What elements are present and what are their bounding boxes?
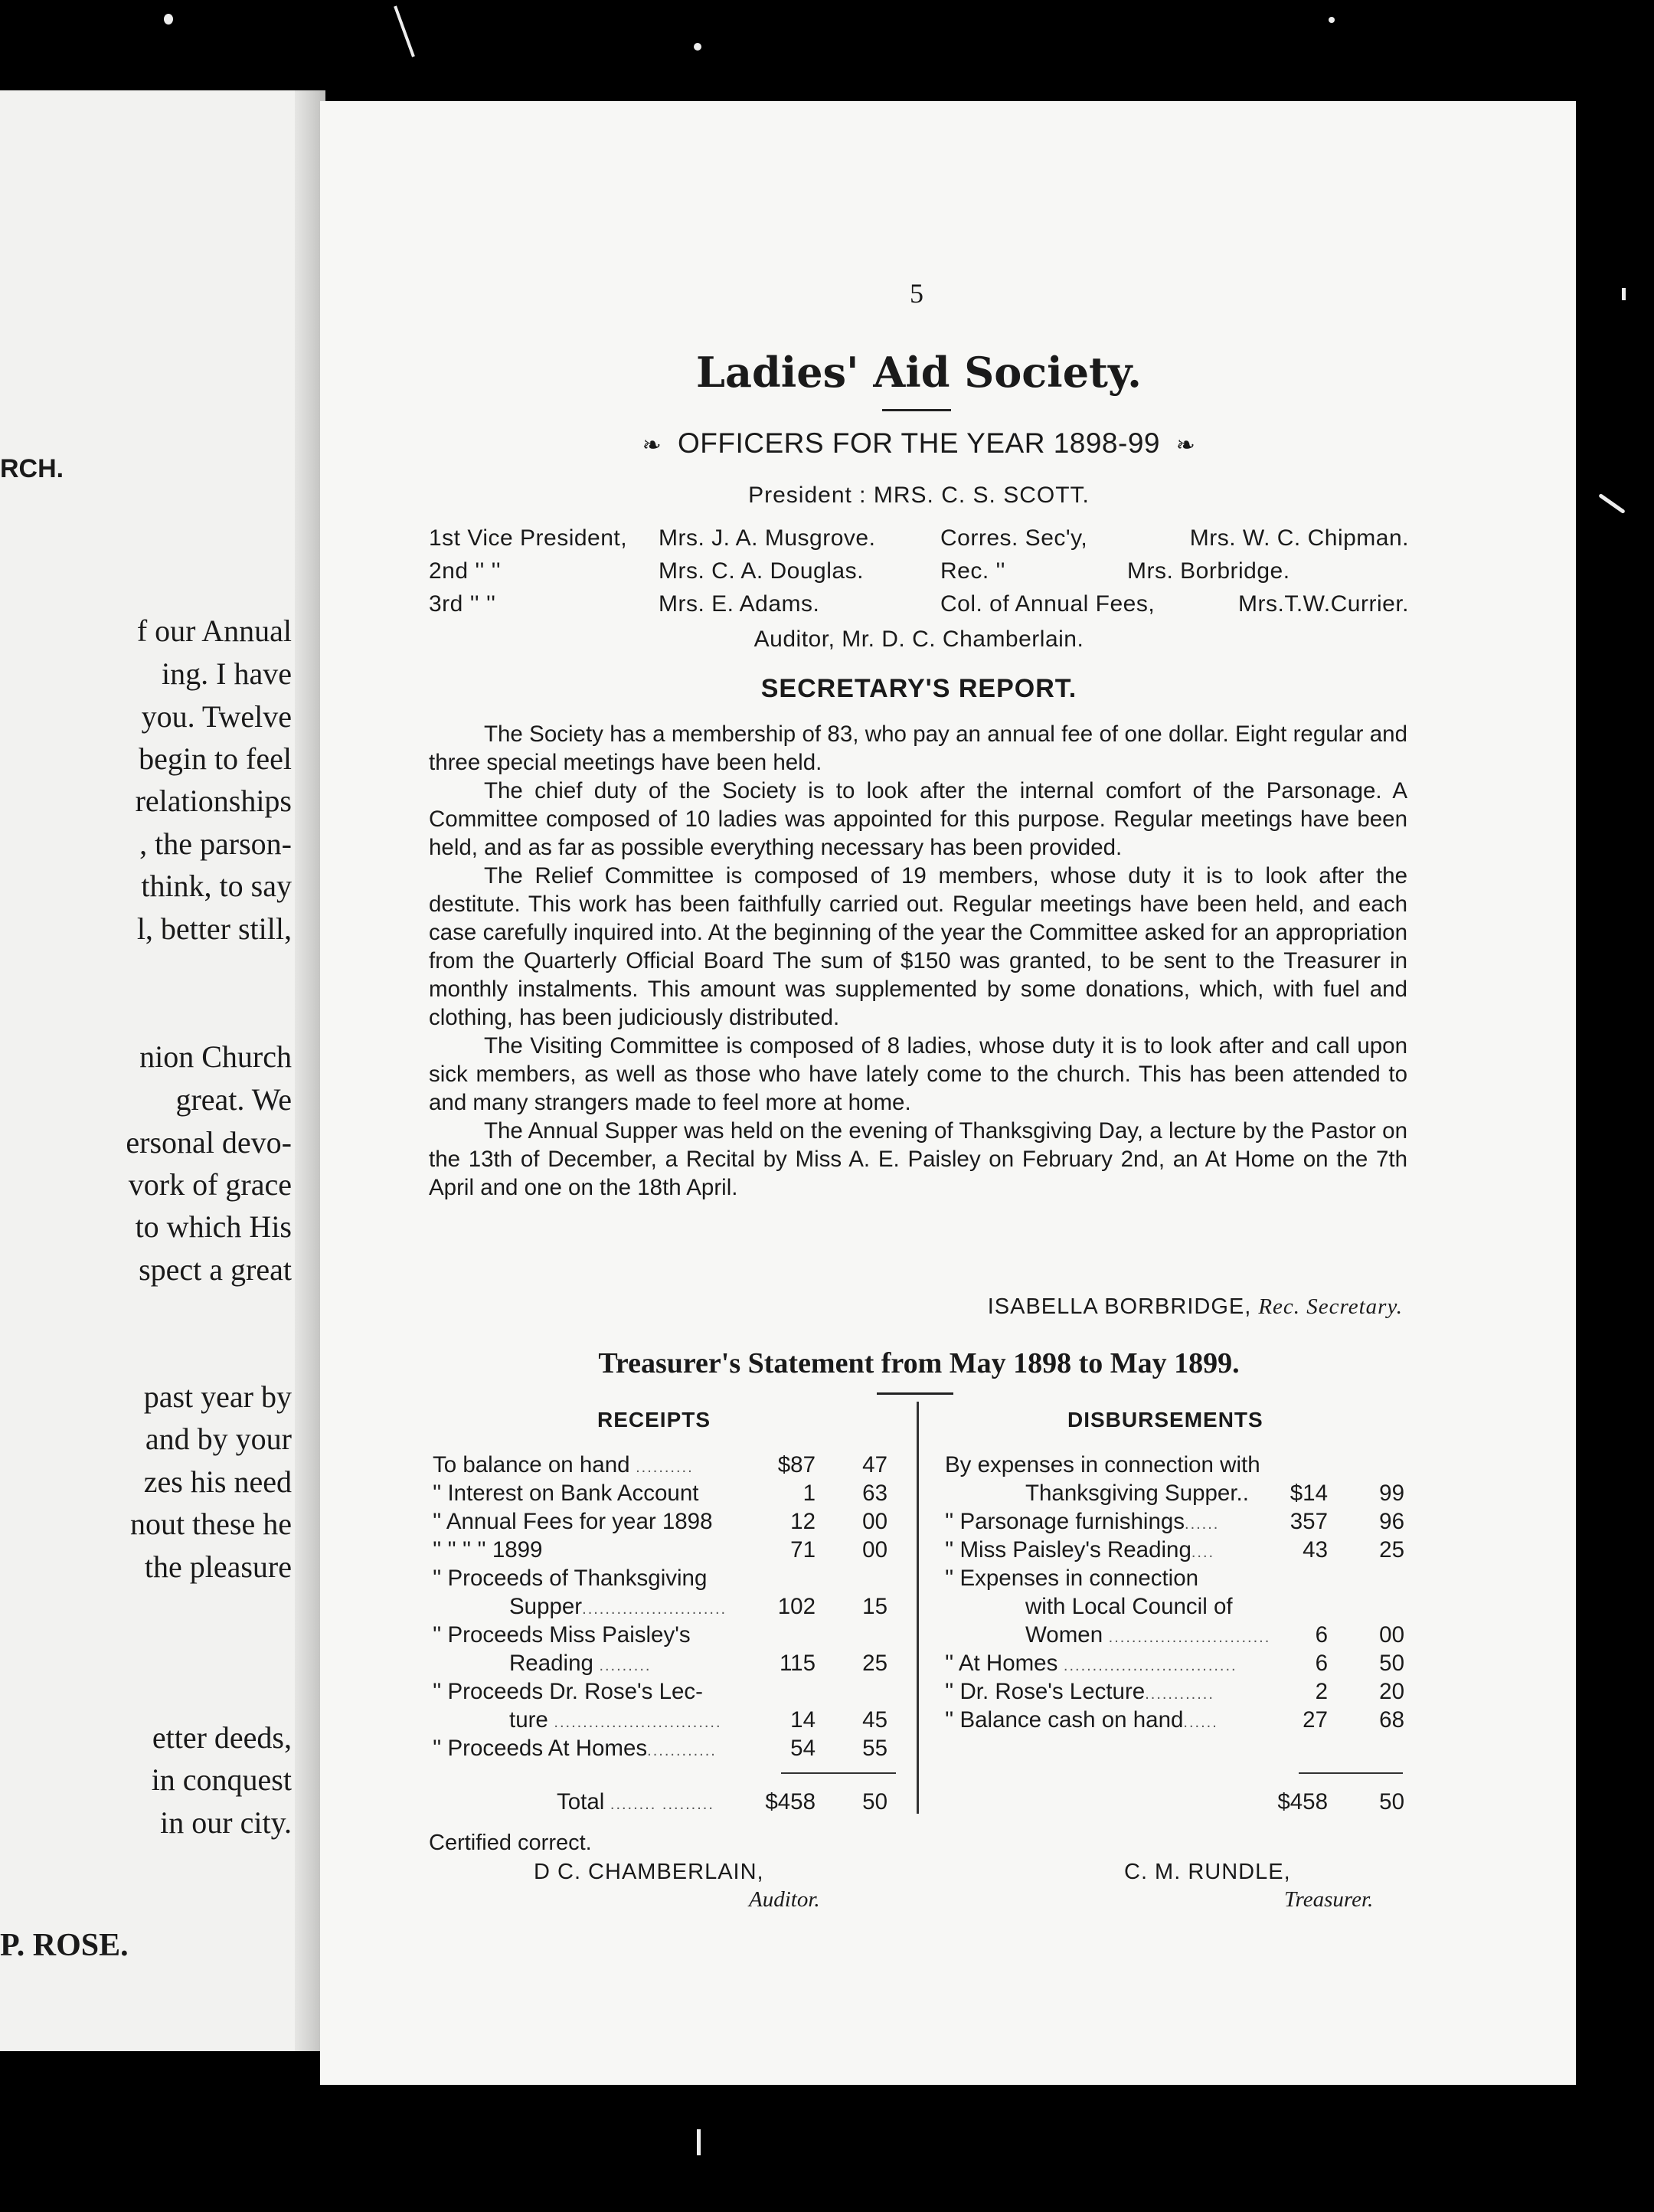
officer-role: Corres. Sec'y, — [940, 525, 1088, 551]
left-page-fragment: relationships — [135, 784, 292, 818]
ledger-dollars: 115 — [779, 1651, 816, 1676]
officer-name: Mrs. W. C. Chipman. — [1189, 525, 1409, 551]
ledger-dollars: 54 — [790, 1736, 816, 1761]
ledger-dollars: 2 — [1315, 1679, 1328, 1704]
left-facing-page — [0, 90, 302, 2051]
ledger-cents: 00 — [1379, 1622, 1404, 1648]
treasurer-statement-heading: Treasurer's Statement from May 1898 to May 1899. — [598, 1347, 1240, 1379]
title-rule — [882, 409, 951, 411]
scan-speck — [394, 5, 415, 57]
ledger-cents: 20 — [1379, 1679, 1404, 1704]
left-page-fragment: RCH. — [0, 454, 64, 483]
left-page-fragment: you. Twelve — [141, 699, 292, 734]
ledger-row: '' Annual Fees for year 1898 — [433, 1509, 713, 1534]
ledger-dollars: 1 — [802, 1481, 816, 1506]
ledger-label: '' Dr. Rose's Lecture — [945, 1679, 1146, 1704]
left-page-fragment: l, better still, — [136, 911, 292, 946]
sum-rule — [781, 1772, 896, 1774]
auditor-signature: D C. CHAMBERLAIN, — [534, 1860, 764, 1884]
treasurer-rule — [877, 1392, 953, 1395]
secretary-name: ISABELLA BORBRIDGE, — [987, 1294, 1252, 1319]
ledger-dollars: 357 — [1290, 1509, 1328, 1534]
left-page-fragment: zes his need — [143, 1464, 292, 1499]
ornament-icon: ❧ — [1175, 433, 1196, 458]
scan-speck — [694, 43, 701, 51]
ledger-dollars: 27 — [1303, 1707, 1328, 1733]
officer-role: 2nd '' '' — [429, 558, 502, 584]
left-page-fragment: the pleasure — [144, 1549, 292, 1584]
ledger-cents: 25 — [862, 1651, 887, 1676]
ledger-cents: 15 — [862, 1594, 887, 1619]
ledger-cents: 00 — [862, 1509, 887, 1534]
ledger-label: Reading — [509, 1651, 593, 1676]
ledger-label: '' At Homes — [945, 1651, 1058, 1676]
officer-role: 1st Vice President, — [429, 525, 628, 551]
receipts-heading: RECEIPTS — [597, 1408, 711, 1432]
report-paragraph: The Annual Supper was held on the evening of Thanksgiving Day, a lecture by the Pastor on the 13th of December, a Recital by Miss A. E. Paisley on February 2nd, an At Home on the 7th April and one on the 18th April. — [429, 1118, 1407, 1200]
ledger-dollars: 43 — [1303, 1537, 1328, 1562]
ledger-row: '' Parsonage furnishings...... — [945, 1509, 1220, 1534]
report-paragraph: The Visiting Committee is composed of 8 ladies, whose duty it is to look after and call upon sick members, as well as those who have lately come to the church. This has been attended to and many strangers made to feel more at home. — [429, 1033, 1407, 1115]
report-paragraph: The chief duty of the Society is to look after the internal comfort of the Parsonage. A Committee composed of 10 ladies was appointed for this purpose. Regular meetings have been held, and as far as possible everything necessary has been provided. — [429, 778, 1407, 860]
ledger-cents: 47 — [862, 1452, 887, 1477]
ledger-row: ture ............................. — [509, 1707, 722, 1733]
officer-name: Mrs. C. A. Douglas. — [659, 558, 864, 584]
report-paragraph: The Relief Committee is composed of 19 members, whose duty it is to look after the destitute. This work has been faithfully carried out. Regular meetings have been held, and each case carefully inquired into. At the beginning of the year the Committee asked for an appropriation from the Quarterly Official Board The sum of $150 was granted, to be sent to the Treasurer in monthly instalments. This amount was supplemented by some donations, which, with fuel and clothing, has been judiciously distributed. — [429, 863, 1407, 1030]
left-page-fragment: ing. I have — [162, 656, 292, 691]
ledger-row: '' Balance cash on hand...... — [945, 1707, 1218, 1733]
left-page-fragment: great. We — [175, 1082, 292, 1117]
president-line: President : MRS. C. S. SCOTT. — [748, 483, 1090, 508]
officer-name: Mrs. Borbridge. — [1127, 558, 1290, 584]
ornament-icon: ❧ — [642, 433, 662, 458]
secretary-signature — [429, 1294, 1403, 1320]
ledger-row: '' Proceeds At Homes............ — [433, 1736, 717, 1761]
ledger-label: To balance on hand — [433, 1452, 630, 1477]
scan-speck — [697, 2129, 701, 2155]
ledger-row: '' Expenses in connection — [945, 1566, 1199, 1591]
ledger-row: '' '' '' '' 1899 — [433, 1537, 543, 1562]
scan-speck — [1622, 288, 1626, 300]
secretary-report-heading: SECRETARY'S REPORT. — [760, 674, 1077, 703]
ledger-row: Thanksgiving Supper.. — [1025, 1481, 1249, 1506]
ledger-label: '' Parsonage furnishings — [945, 1509, 1185, 1534]
scan-speck — [1329, 17, 1335, 23]
left-page-fragment: nion Church — [139, 1039, 292, 1074]
page-number: 5 — [910, 278, 923, 309]
ledger-cents: 55 — [862, 1736, 887, 1761]
sum-rule — [1299, 1772, 1403, 1774]
ledger-cents: 63 — [862, 1481, 887, 1506]
ledger-label: ture — [509, 1707, 548, 1733]
ledger-cents: 99 — [1379, 1481, 1404, 1506]
left-page-fragment: in conquest — [151, 1762, 292, 1797]
ledger-cents: 68 — [1379, 1707, 1404, 1733]
report-paragraph: The Society has a membership of 83, who pay an annual fee of one dollar. Eight regular and three special meetings have been held. — [429, 722, 1407, 775]
total-cents: 50 — [1379, 1789, 1404, 1814]
ledger-label: '' Proceeds At Homes — [433, 1736, 648, 1761]
total-dollars: $458 — [765, 1789, 816, 1814]
ledger-dollars: 71 — [790, 1537, 816, 1562]
left-page-fragment: spect a great — [139, 1252, 292, 1287]
treasurer-role: Treasurer. — [1284, 1887, 1374, 1912]
ledger-dollars: 12 — [790, 1509, 816, 1534]
treasurer-signature: C. M. RUNDLE, — [1124, 1860, 1291, 1884]
total-cents: 50 — [862, 1789, 887, 1814]
left-page-fragment: in our city. — [160, 1805, 292, 1840]
ledger-row: To balance on hand .......... — [433, 1452, 694, 1477]
ledger-row: '' Miss Paisley's Reading.... — [945, 1537, 1215, 1562]
officer-name: Mrs. E. Adams. — [659, 591, 820, 617]
left-page-fragment: past year by — [143, 1379, 292, 1414]
scan-speck — [164, 14, 173, 25]
ledger-dollars: $14 — [1290, 1481, 1328, 1506]
ledger-row: '' Proceeds of Thanksgiving — [433, 1566, 708, 1591]
left-page-fragment: begin to feel — [139, 741, 292, 776]
ledger-label: '' Miss Paisley's Reading — [945, 1537, 1191, 1562]
auditor-line: Auditor, Mr. D. C. Chamberlain. — [753, 627, 1084, 652]
officer-name: Mrs.T.W.Currier. — [1238, 591, 1409, 617]
disbursements-heading: DISBURSEMENTS — [1067, 1408, 1263, 1432]
ledger-row: Supper......................... — [509, 1594, 727, 1619]
ledger-row: '' Dr. Rose's Lecture............ — [945, 1679, 1214, 1704]
certified-text: Certified correct. — [429, 1831, 592, 1855]
left-page-fragment: to which His — [135, 1209, 292, 1244]
ledger-row: '' Interest on Bank Account — [433, 1481, 699, 1506]
secretary-role: Rec. Secretary. — [1258, 1294, 1403, 1319]
left-page-fragment: ersonal devo- — [126, 1125, 292, 1160]
total-label: Total — [557, 1789, 605, 1814]
left-page-signature: P. ROSE. — [0, 1928, 129, 1963]
scan-speck — [1598, 493, 1626, 514]
ledger-label: '' Balance cash on hand — [945, 1707, 1184, 1733]
officer-name: Mrs. J. A. Musgrove. — [659, 525, 876, 551]
ledger-row: with Local Council of — [1025, 1594, 1233, 1619]
left-page-fragment: and by your — [145, 1422, 292, 1456]
ledger-row: By expenses in connection with — [945, 1452, 1260, 1477]
ledger-dollars: 14 — [790, 1707, 816, 1733]
column-divider — [917, 1402, 919, 1814]
ledger-cents: 50 — [1379, 1651, 1404, 1676]
ledger-cents: 45 — [862, 1707, 887, 1733]
officer-role: Rec. '' — [940, 558, 1005, 584]
left-page-fragment: f our Annual — [136, 614, 292, 648]
ledger-dollars: 6 — [1315, 1622, 1328, 1648]
ledger-cents: 00 — [862, 1537, 887, 1562]
ledger-row: '' Proceeds Dr. Rose's Lec- — [433, 1679, 704, 1704]
ledger-row: Total ........ ......... — [557, 1789, 714, 1814]
ledger-dollars: $87 — [777, 1452, 816, 1477]
page-title: Ladies' Aid Society. — [696, 348, 1142, 397]
left-page-fragment: think, to say — [141, 869, 292, 903]
ledger-row: Reading ......... — [509, 1651, 652, 1676]
secretary-report-body — [429, 720, 1407, 1202]
officer-role: Col. of Annual Fees, — [940, 591, 1156, 617]
ledger-label: Women — [1025, 1622, 1103, 1648]
total-dollars: $458 — [1277, 1789, 1328, 1814]
officers-heading-text: OFFICERS FOR THE YEAR 1898-99 — [678, 427, 1160, 459]
ledger-dollars: 102 — [777, 1594, 816, 1619]
ledger-cents: 96 — [1379, 1509, 1404, 1534]
ledger-cents: 25 — [1379, 1537, 1404, 1562]
ledger-row: Women ............................ — [1025, 1622, 1271, 1648]
officers-heading — [429, 427, 1409, 460]
left-page-fragment: nout these he — [129, 1507, 292, 1541]
left-page-fragment: etter deeds, — [152, 1720, 292, 1755]
ledger-label: Supper — [509, 1594, 583, 1619]
ledger-row: '' At Homes .............................. — [945, 1651, 1237, 1676]
ledger-dollars: 6 — [1315, 1651, 1328, 1676]
auditor-role: Auditor. — [749, 1887, 820, 1912]
left-page-fragment: , the parson- — [139, 826, 292, 861]
ledger-row: '' Proceeds Miss Paisley's — [433, 1622, 691, 1648]
officer-role: 3rd '' '' — [429, 591, 496, 617]
left-page-fragment: vork of grace — [128, 1167, 292, 1202]
